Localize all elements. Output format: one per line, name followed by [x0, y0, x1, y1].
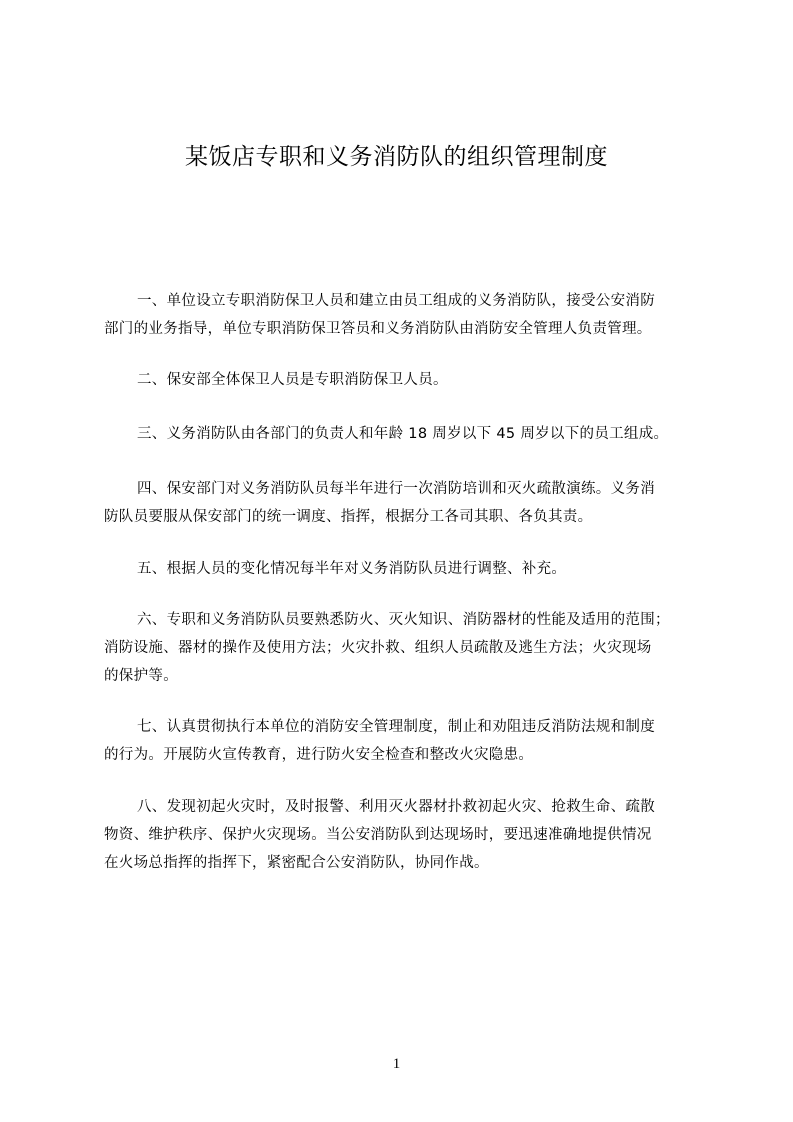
document-title: 某饭店专职和义务消防队的组织管理制度: [185, 144, 608, 170]
paragraph-line: 物资、维护秩序、保护火灾现场。当公安消防队到达现场时，要迅速准确地提供情况: [104, 827, 652, 843]
paragraph-1: [104, 287, 704, 343]
paragraph-7: [104, 713, 704, 769]
paragraph-3: [104, 420, 704, 448]
paragraph-line: 五、根据人员的变化情况每半年对义务消防队员进行调整、补充。: [137, 561, 567, 577]
paragraph-line: 六、专职和义务消防队员要熟悉防火、灭火知识、消防器材的性能及适用的范围；: [137, 612, 670, 628]
paragraph-line: 七、认真贯彻执行本单位的消防安全管理制度，制止和劝阻违反消防法规和制度: [137, 719, 655, 735]
paragraph-line: 八、发现初起火灾时，及时报警、利用灭火器材扑救初起火灾、抢救生命、疏散: [137, 799, 655, 815]
paragraph-4: [104, 475, 704, 531]
paragraph-line: 防队员要服从保安部门的统一调度、指挥，根据分工各司其职、各负其责。: [104, 509, 593, 525]
paragraph-5: [104, 555, 704, 583]
paragraph-line: 部门的业务指导，单位专职消防保卫答员和义务消防队由消防安全管理人负责管理。: [104, 321, 652, 337]
paragraph-line: 的行为。开展防火宣传教育，进行防火安全检查和整改火灾隐患。: [104, 747, 534, 763]
paragraph-line: 在火场总指挥的指挥下，紧密配合公安消防队，协同作战。: [104, 855, 489, 871]
paragraph-line: 的保护等。: [104, 668, 178, 684]
paragraph-line: 四、保安部门对义务消防队员每半年进行一次消防培训和灭火疏散演练。义务消: [137, 481, 655, 497]
page-number: 1: [392, 1056, 401, 1072]
paragraph-8: [104, 793, 704, 877]
paragraph-line: 二、保安部全体保卫人员是专职消防保卫人员。: [137, 372, 448, 388]
paragraph-line: 一、单位设立专职消防保卫人员和建立由员工组成的义务消防队，接受公安消防: [137, 293, 655, 309]
paragraph-line: 消防设施、器材的操作及使用方法；火灾扑救、组织人员疏散及逃生方法；火灾现场: [104, 640, 652, 656]
paragraph-line: 三、义务消防队由各部门的负责人和年龄 18 周岁以下 45 周岁以下的员工组成。: [137, 426, 669, 442]
paragraph-2: [104, 366, 704, 394]
paragraph-6: [104, 606, 704, 690]
